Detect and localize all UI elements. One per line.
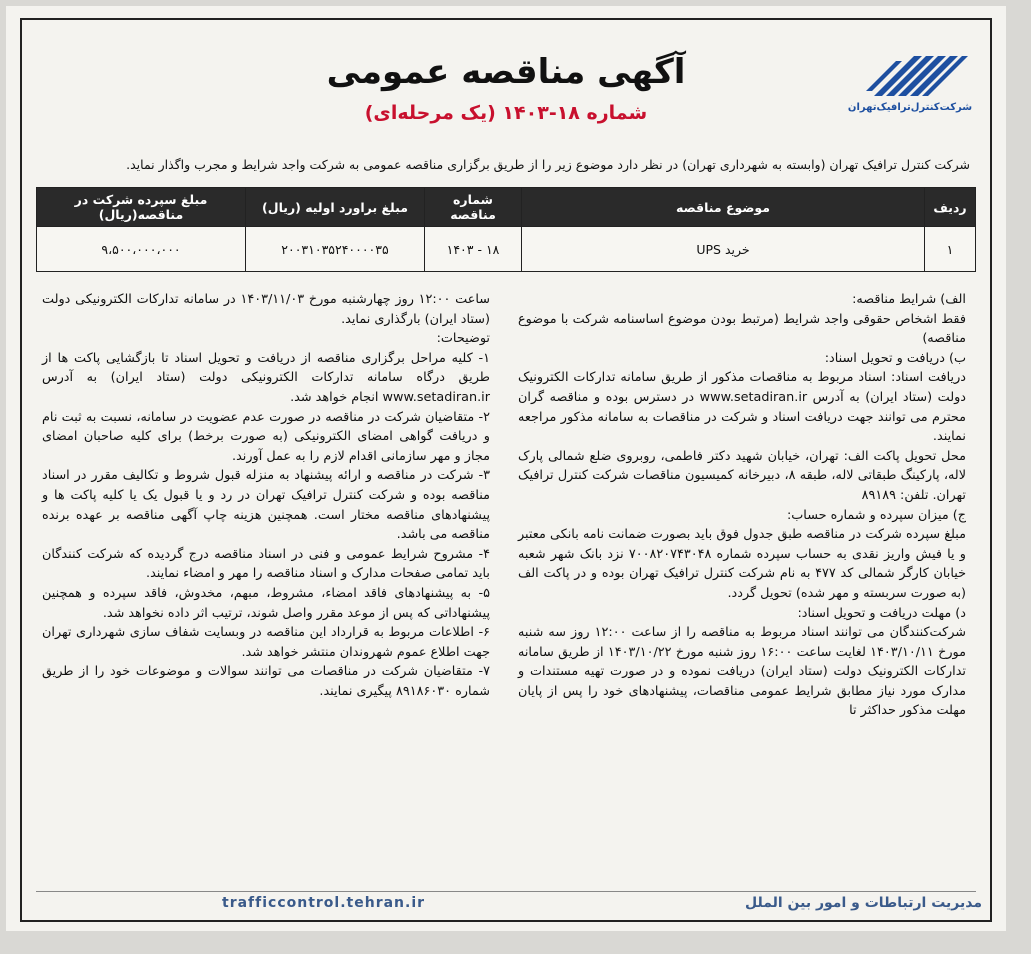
footer-divider xyxy=(36,891,976,892)
note-1: ۱- کلیه مراحل برگزاری مناقصه از دریافت و تحویل اسناد تا بازگشایی پاکت ها از طریق درگاه سامانه تدارکات الکترونیکی دولت (ستاد ایران) به آدرس www.setadiran.ir انجام خواهد شد. xyxy=(42,350,490,405)
tender-table xyxy=(36,187,976,272)
col-header-tender-number: شماره مناقصه xyxy=(425,188,522,227)
notes-heading: توضیحات: xyxy=(436,331,490,347)
col-header-deposit: مبلغ سپرده شرکت در مناقصه(ریال) xyxy=(37,188,246,227)
section-a-body: فقط اشخاص حقوقی واجد شرایط (مرتبط بودن موضوع اساسنامه شرکت با موضوع مناقصه) xyxy=(518,311,966,347)
section-b-body: دریافت اسناد: اسناد مربوط به مناقصات مذکور از طریق سامانه تدارکات الکترونیک دولت (ستاد ایران) به آدرس www.setadiran.ir در دسترس بوده و مناقصه گران محترم می توانند جهت دریافت اسناد و شرکت در مناقصات به سامانه مذکور مراجعه نمایند. xyxy=(518,370,966,445)
table-header-row xyxy=(37,188,976,227)
col-header-subject: موضوع مناقصه xyxy=(522,188,925,227)
section-a-heading: الف) شرایط مناقصه: xyxy=(852,292,966,307)
company-logo-text: شرکت‌کنترل‌ترافیک‌تهران xyxy=(847,102,973,113)
note-5: ۵- به پیشنهادهای فاقد امضاء، مشروط، مبهم، مخدوش، فاقد سپرده و همچنین پیشنهاداتی که پس از موعد مقرر واصل شوند، ترتیب اثر داده نخواهد شد. xyxy=(42,585,490,621)
section-d-heading: د) مهلت دریافت و تحویل اسناد: xyxy=(797,605,966,621)
cell-subject: خرید UPS xyxy=(522,227,925,272)
section-d-body: شرکت‌کنندگان می توانند اسناد مربوط به مناقصه را از ساعت ۱۲:۰۰ روز سه شنبه مورخ ۱۴۰۳/۱۰/۱۱ لغایت ساعت ۱۶:۰۰ روز شنبه مورخ ۱۴۰۳/۱۰/۲۲ از طریق سامانه تدارکات الکترونیک دولت (ستاد ایران) دریافت نموده و در صورت تهیه مستندات و مدارک مورد نیاز مطابق شرایط عمومی مناقصات، پیشنهادهای خود را پس از پایان مهلت مذکور حداکثر تا xyxy=(518,625,966,719)
note-2: ۲- متقاضیان شرکت در مناقصه در صورت عدم عضویت در سامانه، نسبت به ثبت نام و دریافت گواهی امضای الکترونیکی (به صورت برخط) برای کلیه صاحبان امضای مجاز و مهر سازمانی اقدام لازم را به عمل آورند. xyxy=(42,409,490,464)
cell-row-number: ۱ xyxy=(925,227,976,272)
section-c-body: مبلغ سپرده شرکت در مناقصه طبق جدول فوق باید بصورت ضمانت نامه بانکی معتبر و یا فیش واریز نقدی به حساب سپرده شماره ۷۰۰۸۲۰۷۴۳۰۴۸ نزد بانک شهر شعبه خیابان کارگر شمالی کد ۴۷۷ به نام شرکت کنترل ترافیک تهران بوده و در پاکت الف (به صورت سربسته و مهر شده) تحویل گردد. xyxy=(518,527,966,601)
deadline-continuation: ساعت ۱۲:۰۰ روز چهارشنبه مورخ ۱۴۰۳/۱۱/۰۳ در سامانه تدارکات الکترونیکی دولت (ستاد ایران) بارگذاری نماید. xyxy=(42,292,490,327)
cell-estimate: ۲۰۰۳۱۰۳۵۲۴۰۰۰۰۳۵ xyxy=(246,227,425,272)
ad-footer xyxy=(22,889,990,919)
section-c-heading: ج) میزان سپرده و شماره حساب: xyxy=(786,507,966,523)
intro-text: شرکت کنترل ترافیک تهران (وابسته به شهرداری تهران) در نظر دارد موضوع زیر را از طریق برگزاری مناقصه عمومی به شرکت واجد شرایط و مجرب واگذار نماید. xyxy=(126,157,970,172)
footer-department: مدیریت ارتباطات و امور بین الملل xyxy=(745,895,982,911)
newspaper-ad xyxy=(6,6,1006,931)
col-header-estimate: مبلغ براورد اولیه (ریال) xyxy=(246,188,425,227)
col-header-row-number: ردیف xyxy=(925,188,976,227)
ad-title: آگهی مناقصه عمومی xyxy=(326,52,686,92)
cell-deposit: ۹،۵۰۰،۰۰۰،۰۰۰ xyxy=(37,227,246,272)
section-b-heading: ب) دریافت و تحویل اسناد: xyxy=(824,350,966,366)
footer-website-link[interactable]: trafficcontrol.tehran.ir xyxy=(222,895,426,911)
left-column xyxy=(42,290,490,701)
note-7: ۷- متقاضیان شرکت در مناقصات می توانند سوالات و موضوعات خود را از طریق شماره ۸۹۱۸۶۰۳۰ پیگیری نمایند. xyxy=(42,664,490,699)
note-3: ۳- شرکت در مناقصه و ارائه پیشنهاد به منزله قبول شروط و تکالیف مقرر در اسناد مناقصه بوده و شرکت کنترل ترافیک تهران در رد و یا قبول یک یا کلیه پاکت ها و پیشنهادهای مناقصه مختار است. همچنین هزینه چاپ آگهی مناقصه بر عهده برنده مناقصه می باشد. xyxy=(42,468,490,543)
right-column xyxy=(518,290,966,721)
table-row xyxy=(37,227,976,272)
note-4: ۴- مشروح شرایط عمومی و فنی در اسناد مناقصه درج گردیده که شرکت کنندگان باید تمامی صفحات مدارک و اسناد مناقصه را مهر و امضاء نمایند. xyxy=(42,546,490,582)
cell-tender-number: ۱۸ - ۱۴۰۳ xyxy=(425,227,522,272)
ad-subtitle: شماره ۱۸-۱۴۰۳ (یک مرحله‌ای) xyxy=(364,102,648,124)
note-6: ۶- اطلاعات مربوط به قرارداد این مناقصه در وبسایت شفاف سازی شهرداری تهران جهت اطلاع عموم شهروندان منتشر خواهد شد. xyxy=(42,625,490,660)
delivery-address: محل تحویل پاکت الف: تهران، خیابان شهید دکتر فاطمی، روبروی ضلع شمالی پارک لاله، پارکینگ طبقاتی لاله، طبقه ۸، دبیرخانه کمیسیون مناقصات شرکت کنترل ترافیک تهران. تلفن: ۸۹۱۸۹ xyxy=(518,448,967,503)
